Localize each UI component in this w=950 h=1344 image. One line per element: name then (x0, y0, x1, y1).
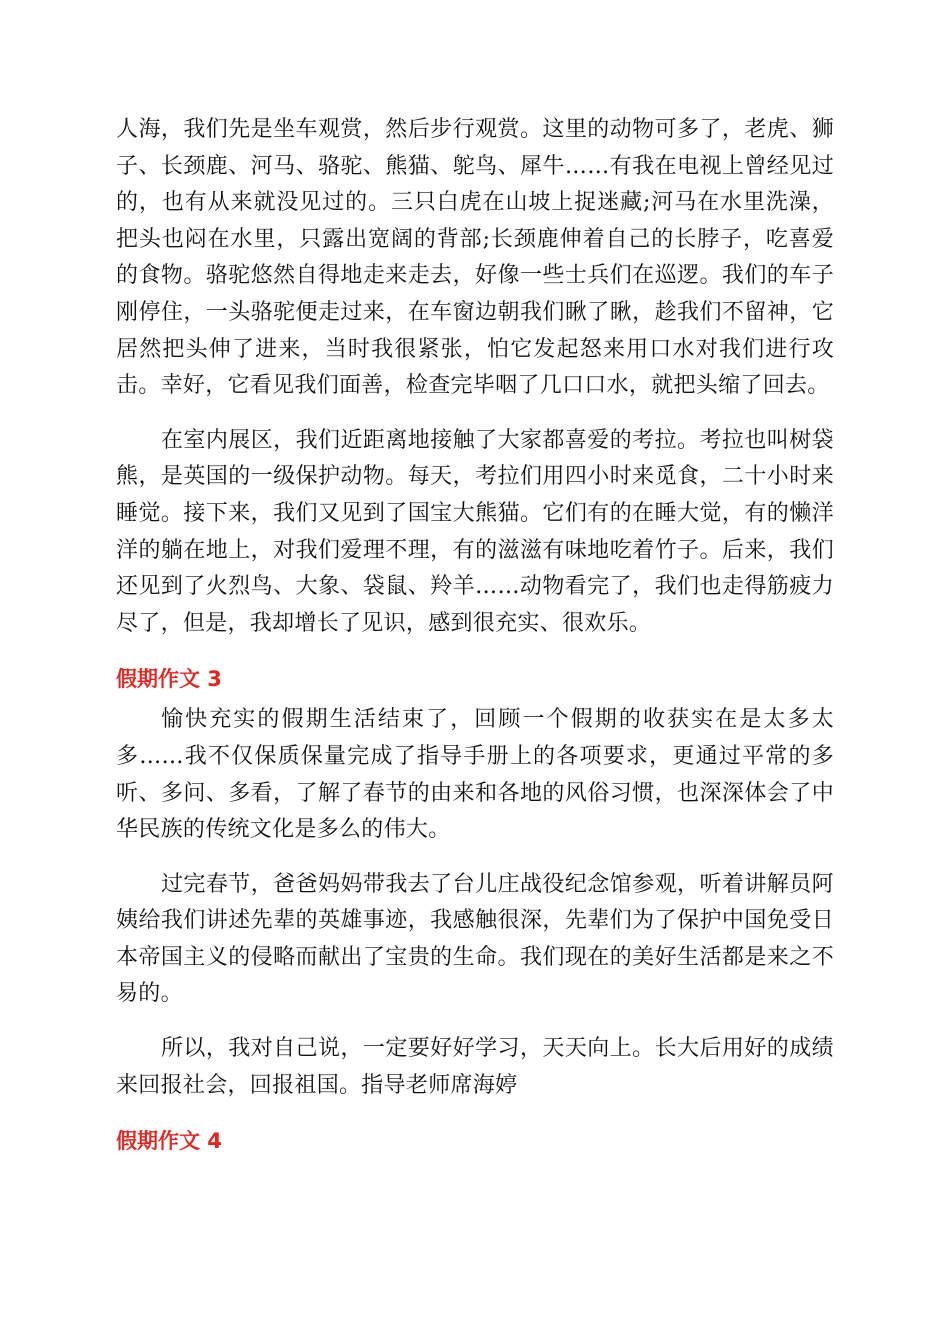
section-heading-3: 假期作文 3 (116, 667, 222, 692)
essay-paragraph: 在室内展区，我们近距离地接触了大家都喜爱的考拉。考拉也叫树袋熊，是英国的一级保护动物。每天，考拉们用四小时来觅食，二十小时来睡觉。接下来，我们又见到了国宝大熊猫。它们有的在睡大觉，有的懒洋洋的躺在地上，对我们爱理不理，有的滋滋有味地吃着竹子。后来，我们还见到了火烈鸟、大象、袋鼠、羚羊……动物看完了，我们也走得筋疲力尽了，但是，我却增长了见识，感到很充实、很欢乐。 (116, 427, 834, 636)
essay-paragraph: 过完春节，爸爸妈妈带我去了台儿庄战役纪念馆参观，听着讲解员阿姨给我们讲述先辈的英雄事迹，我感触很深，先辈们为了保护中国免受日本帝国主义的侵略而献出了宝贵的生命。我们现在的美好生活都是来之不易的。 (116, 871, 834, 1007)
essay-paragraph: 所以，我对自己说，一定要好好学习，天天向上。长大后用好的成绩来回报社会，回报祖国。指导老师席海婷 (116, 1036, 834, 1098)
section-heading-4: 假期作文 4 (116, 1129, 222, 1154)
essay-paragraph: 愉快充实的假期生活结束了，回顾一个假期的收获实在是太多太多……我不仅保质保量完成了指导手册上的各项要求，更通过平常的多听、多问、多看，了解了春节的由来和各地的风俗习惯，也深深体会了中华民族的传统文化是多么的伟大。 (116, 707, 834, 843)
document-page (116, 112, 834, 1156)
essay-paragraph: 人海，我们先是坐车观赏，然后步行观赏。这里的动物可多了，老虎、狮子、长颈鹿、河马、骆驼、熊猫、鸵鸟、犀牛……有我在电视上曾经见过的，也有从来就没见过的。三只白虎在山坡上捉迷藏;河马在水里洗澡，把头也闷在水里，只露出宽阔的背部;长颈鹿伸着自己的长脖子，吃喜爱的食物。骆驼悠然自得地走来走去，好像一些士兵们在巡逻。我们的车子刚停住，一头骆驼便走过来，在车窗边朝我们瞅了瞅，趁我们不留神，它居然把头伸了进来，当时我很紧张，怕它发起怒来用口水对我们进行攻击。幸好，它看见我们面善，检查完毕咽了几口口水，就把头缩了回去。 (116, 117, 834, 399)
